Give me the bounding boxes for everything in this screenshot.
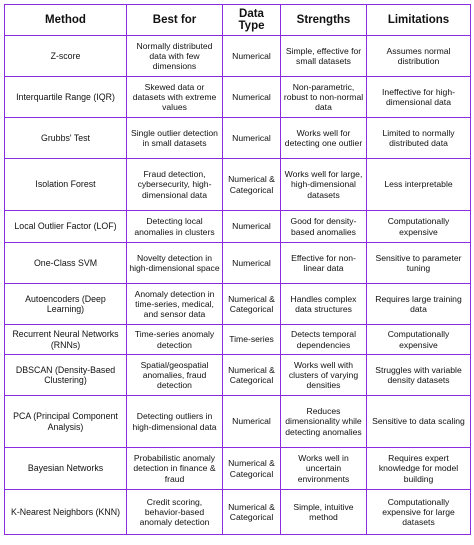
table-row [5,211,471,243]
header-data-type: Data Type [223,5,281,36]
limitations-cell: Assumes normal distribution [367,36,471,77]
limitations-cell: Ineffective for high-dimensional data [367,77,471,118]
strengths-cell: Reduces dimensionality while detecting anomalies [281,396,367,448]
method-cell: One-Class SVM [5,243,127,284]
strengths-cell: Works well in uncertain environments [281,448,367,490]
data-type-cell: Numerical [223,243,281,284]
header-limitations: Limitations [367,5,471,36]
table-row [5,396,471,448]
limitations-cell: Limited to normally distributed data [367,118,471,159]
best-for-cell: Anomaly detection in time-series, medical, and sensor data [127,284,223,325]
data-type-cell: Numerical & Categorical [223,159,281,211]
limitations-cell: Sensitive to data scaling [367,396,471,448]
data-type-cell: Numerical & Categorical [223,448,281,490]
data-type-cell: Numerical [223,396,281,448]
method-cell: DBSCAN (Density-Based Clustering) [5,355,127,396]
method-cell: K-Nearest Neighbors (KNN) [5,490,127,535]
limitations-cell: Computationally expensive [367,325,471,355]
strengths-cell: Detects temporal dependencies [281,325,367,355]
best-for-cell: Normally distributed data with few dimensions [127,36,223,77]
strengths-cell: Works well for large, high-dimensional datasets [281,159,367,211]
best-for-cell: Credit scoring, behavior-based anomaly detection [127,490,223,535]
strengths-cell: Works well for detecting one outlier [281,118,367,159]
limitations-cell: Requires large training data [367,284,471,325]
data-type-cell: Time-series [223,325,281,355]
outlier-methods-table [4,4,471,535]
best-for-cell: Detecting local anomalies in clusters [127,211,223,243]
strengths-cell: Simple, effective for small datasets [281,36,367,77]
data-type-cell: Numerical [223,211,281,243]
data-type-cell: Numerical [223,36,281,77]
method-cell: Local Outlier Factor (LOF) [5,211,127,243]
method-cell: Grubbs' Test [5,118,127,159]
table-row [5,325,471,355]
best-for-cell: Single outlier detection in small datasets [127,118,223,159]
table-row [5,36,471,77]
best-for-cell: Time-series anomaly detection [127,325,223,355]
strengths-cell: Non-parametric, robust to non-normal data [281,77,367,118]
method-cell: Recurrent Neural Networks (RNNs) [5,325,127,355]
table-row [5,77,471,118]
comparison-table-container [4,4,470,535]
method-cell: Autoencoders (Deep Learning) [5,284,127,325]
data-type-cell: Numerical & Categorical [223,284,281,325]
strengths-cell: Effective for non-linear data [281,243,367,284]
strengths-cell: Good for density-based anomalies [281,211,367,243]
header-row [5,5,471,36]
table-row [5,490,471,535]
table-row [5,118,471,159]
table-body [5,36,471,535]
limitations-cell: Requires expert knowledge for model building [367,448,471,490]
table-row [5,243,471,284]
best-for-cell: Skewed data or datasets with extreme values [127,77,223,118]
method-cell: Bayesian Networks [5,448,127,490]
method-cell: Z-score [5,36,127,77]
data-type-cell: Numerical [223,118,281,159]
best-for-cell: Probabilistic anomaly detection in finance & fraud [127,448,223,490]
header-strengths: Strengths [281,5,367,36]
limitations-cell: Computationally expensive for large datasets [367,490,471,535]
best-for-cell: Novelty detection in high-dimensional space [127,243,223,284]
strengths-cell: Simple, intuitive method [281,490,367,535]
limitations-cell: Computationally expensive [367,211,471,243]
method-cell: Isolation Forest [5,159,127,211]
limitations-cell: Less interpretable [367,159,471,211]
data-type-cell: Numerical & Categorical [223,490,281,535]
best-for-cell: Spatial/geospatial anomalies, fraud detection [127,355,223,396]
strengths-cell: Handles complex data structures [281,284,367,325]
table-row [5,284,471,325]
header-method: Method [5,5,127,36]
best-for-cell: Detecting outliers in high-dimensional data [127,396,223,448]
limitations-cell: Struggles with variable density datasets [367,355,471,396]
table-row [5,159,471,211]
method-cell: Interquartile Range (IQR) [5,77,127,118]
table-row [5,355,471,396]
data-type-cell: Numerical [223,77,281,118]
strengths-cell: Works well with clusters of varying densities [281,355,367,396]
best-for-cell: Fraud detection, cybersecurity, high-dimensional data [127,159,223,211]
method-cell: PCA (Principal Component Analysis) [5,396,127,448]
limitations-cell: Sensitive to parameter tuning [367,243,471,284]
table-row [5,448,471,490]
data-type-cell: Numerical & Categorical [223,355,281,396]
header-best-for: Best for [127,5,223,36]
